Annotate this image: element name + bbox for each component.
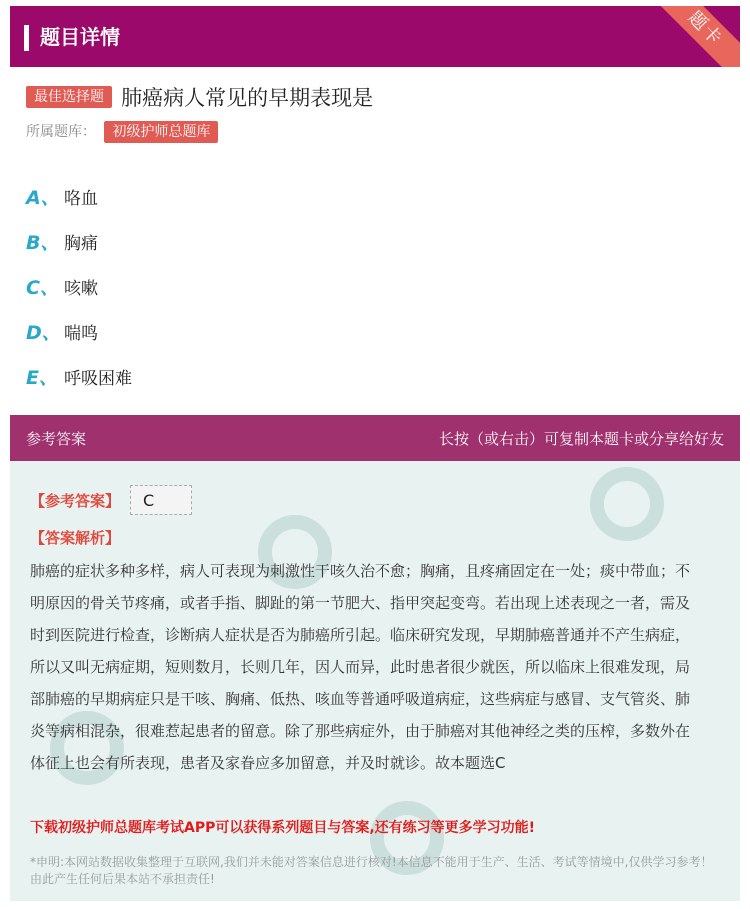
share-hint: 长按（或右击）可复制本题卡或分享给好友 xyxy=(438,430,724,448)
question-type-badge: 最佳选择题 xyxy=(26,86,112,108)
answer-value: C xyxy=(130,485,192,515)
answer-section-body xyxy=(10,461,740,901)
option-b[interactable] xyxy=(26,219,132,264)
answer-section-header xyxy=(10,415,740,461)
question-title: 肺癌病人常见的早期表现是 xyxy=(121,86,374,110)
option-key: E、 xyxy=(26,367,58,389)
option-a[interactable] xyxy=(26,174,132,219)
explanation-text: 肺癌的症状多种多样，病人可表现为刺激性干咳久治不愈；胸痛，且疼痛固定在一处；痰中带血；不明原因的骨关节疼痛，或者手指、脚趾的第一节肥大、指甲突起变弯。若出现上述表现之一者，需及时到医院进行检查，诊断病人症状是否为肺癌所引起。临床研究发现，早期肺癌普通并不产生病症，所以又叫无病症期，短则数月，长则几年，因人而异，此时患者很少就医，所以临床上很难发现，局部肺癌的早期病症只是干咳、胸痛、低热、咳血等普通呼吸道病症，这些病症与感冒、支气管炎、肺炎等病相混杂，很难惹起患者的留意。除了那些病症外，由于肺癌对其他神经之类的压榨，多数外在体征上也会有所表现，患者及家眷应多加留意，并及时就诊。故本题选C xyxy=(30,562,691,772)
page-title: 题目详情 xyxy=(40,25,120,49)
explanation-label: 【答案解析】 xyxy=(30,529,121,547)
answer-line xyxy=(30,485,192,515)
options-list xyxy=(26,174,132,399)
option-c[interactable] xyxy=(26,264,132,309)
bank-label: 所属题库： xyxy=(26,124,96,140)
header-accent-bar xyxy=(24,25,29,51)
option-text: 胸痛 xyxy=(64,234,98,254)
app-download-promo[interactable]: 下载初级护师总题库考试APP可以获得系列题目与答案,还有练习等更多学习功能! xyxy=(30,820,536,836)
question-card-ribbon[interactable]: 题卡 xyxy=(641,6,740,67)
question-row xyxy=(26,82,373,110)
question-bank-row xyxy=(26,121,218,143)
page-header xyxy=(10,6,740,67)
option-key: D、 xyxy=(26,322,61,344)
answer-label: 【参考答案】 xyxy=(30,491,121,510)
option-key: A、 xyxy=(26,187,60,209)
option-key: B、 xyxy=(26,232,60,254)
watermark-logo-icon xyxy=(590,467,664,541)
option-d[interactable] xyxy=(26,309,132,354)
option-text: 呼吸困难 xyxy=(64,369,132,389)
option-text: 咯血 xyxy=(64,189,98,209)
option-text: 喘鸣 xyxy=(64,324,98,344)
option-key: C、 xyxy=(26,277,59,299)
bank-name-badge[interactable]: 初级护师总题库 xyxy=(104,121,218,143)
option-e[interactable] xyxy=(26,354,132,399)
answer-section-title: 参考答案 xyxy=(26,430,87,448)
disclaimer: *申明:本网站数据收集整理于互联网,我们并未能对答案信息进行核对!本信息不能用于生产、生活、考试等情境中,仅供学习参考！由此产生任何后果本站不承担责任! xyxy=(30,855,713,886)
option-text: 咳嗽 xyxy=(64,279,98,299)
